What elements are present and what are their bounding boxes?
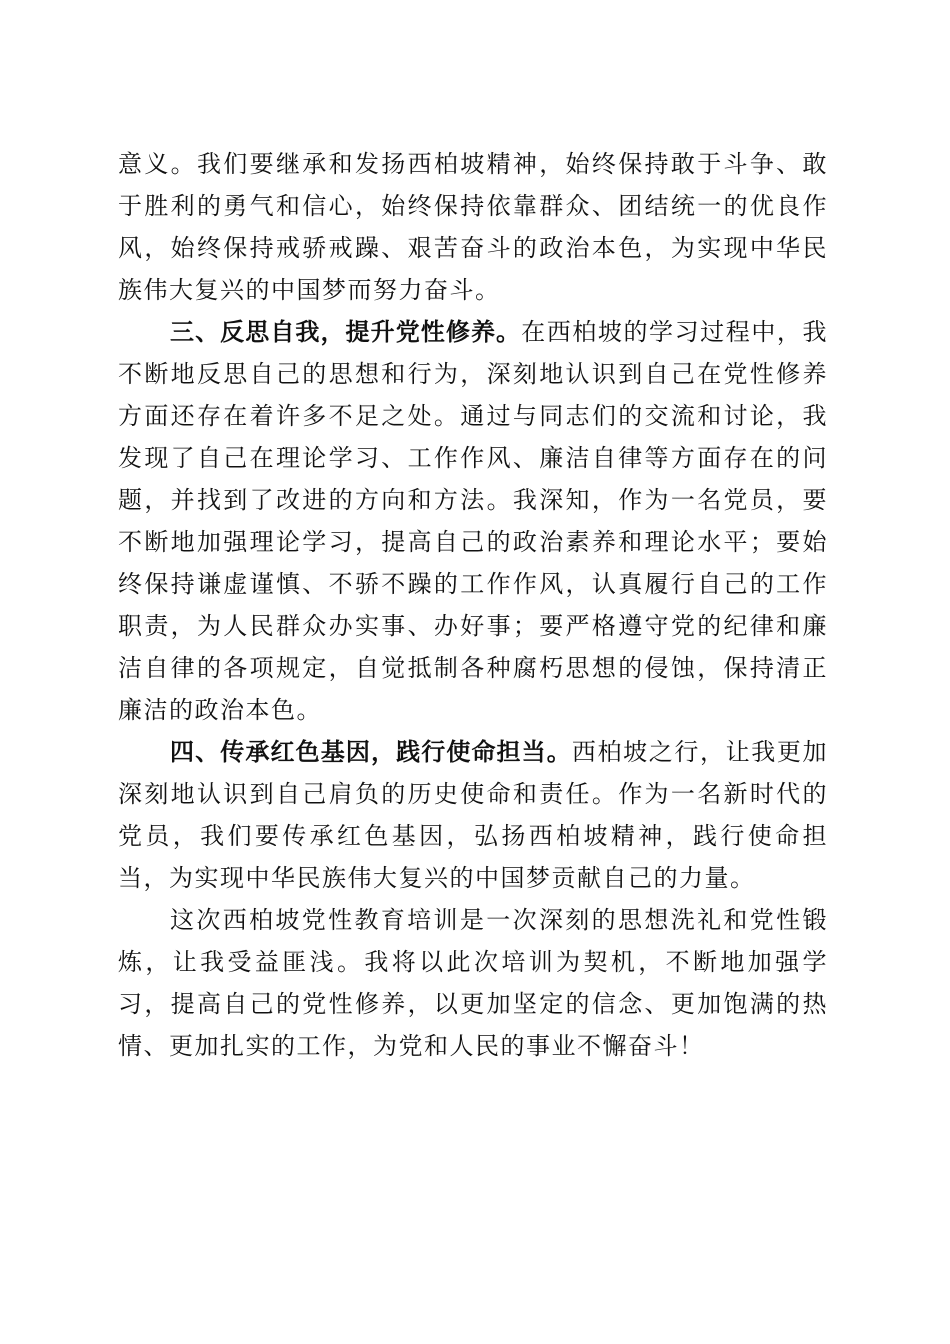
paragraph-text: 在西柏坡的学习过程中，我不断地反思自己的思想和行为，深刻地认识到自己在党性修养方面还存在着许多不足之处。通过与同志们的交流和讨论，我发现了自己在理论学习、工作作风、廉洁自律等方面存在的问题，并找到了改进的方向和方法。我深知，作为一名党员，要不断地加强理论学习，提高自己的政治素养和理论水平；要始终保持谦虚谨慎、不骄不躁的工作作风，认真履行自己的工作职责，为人民群众办实事、办好事；要严格遵守党的纪律和廉洁自律的各项规定，自觉抵制各种腐朽思想的侵蚀，保持清正廉洁的政治本色。 [118, 318, 829, 724]
paragraph-section-three [118, 311, 828, 731]
paragraph-text: 西柏坡之行，让我更加深刻地认识到自己肩负的历史使命和责任。作为一名新时代的党员，我们要传承红色基因，弘扬西柏坡精神，践行使命担当，为实现中华民族伟大复兴的中国梦贡献自己的力量。 [118, 738, 829, 892]
section-heading: 四、传承红色基因，践行使命担当。 [170, 738, 572, 766]
section-heading: 三、反思自我，提升党性修养。 [170, 318, 522, 346]
paragraph-text: 意义。我们要继承和发扬西柏坡精神，始终保持敢于斗争、敢于胜利的勇气和信心，始终保持依靠群众、团结统一的优良作风，始终保持戒骄戒躁、艰苦奋斗的政治本色，为实现中华民族伟大复兴的中国梦而努力奋斗。 [118, 150, 828, 304]
document-body [118, 143, 828, 1067]
paragraph-continuation [118, 143, 828, 311]
paragraph-text: 这次西柏坡党性教育培训是一次深刻的思想洗礼和党性锻炼，让我受益匪浅。我将以此次培训为契机，不断地加强学习，提高自己的党性修养，以更加坚定的信念、更加饱满的热情、更加扎实的工作，为党和人民的事业不懈奋斗！ [118, 906, 828, 1060]
paragraph-conclusion [118, 899, 828, 1067]
paragraph-section-four [118, 731, 828, 899]
